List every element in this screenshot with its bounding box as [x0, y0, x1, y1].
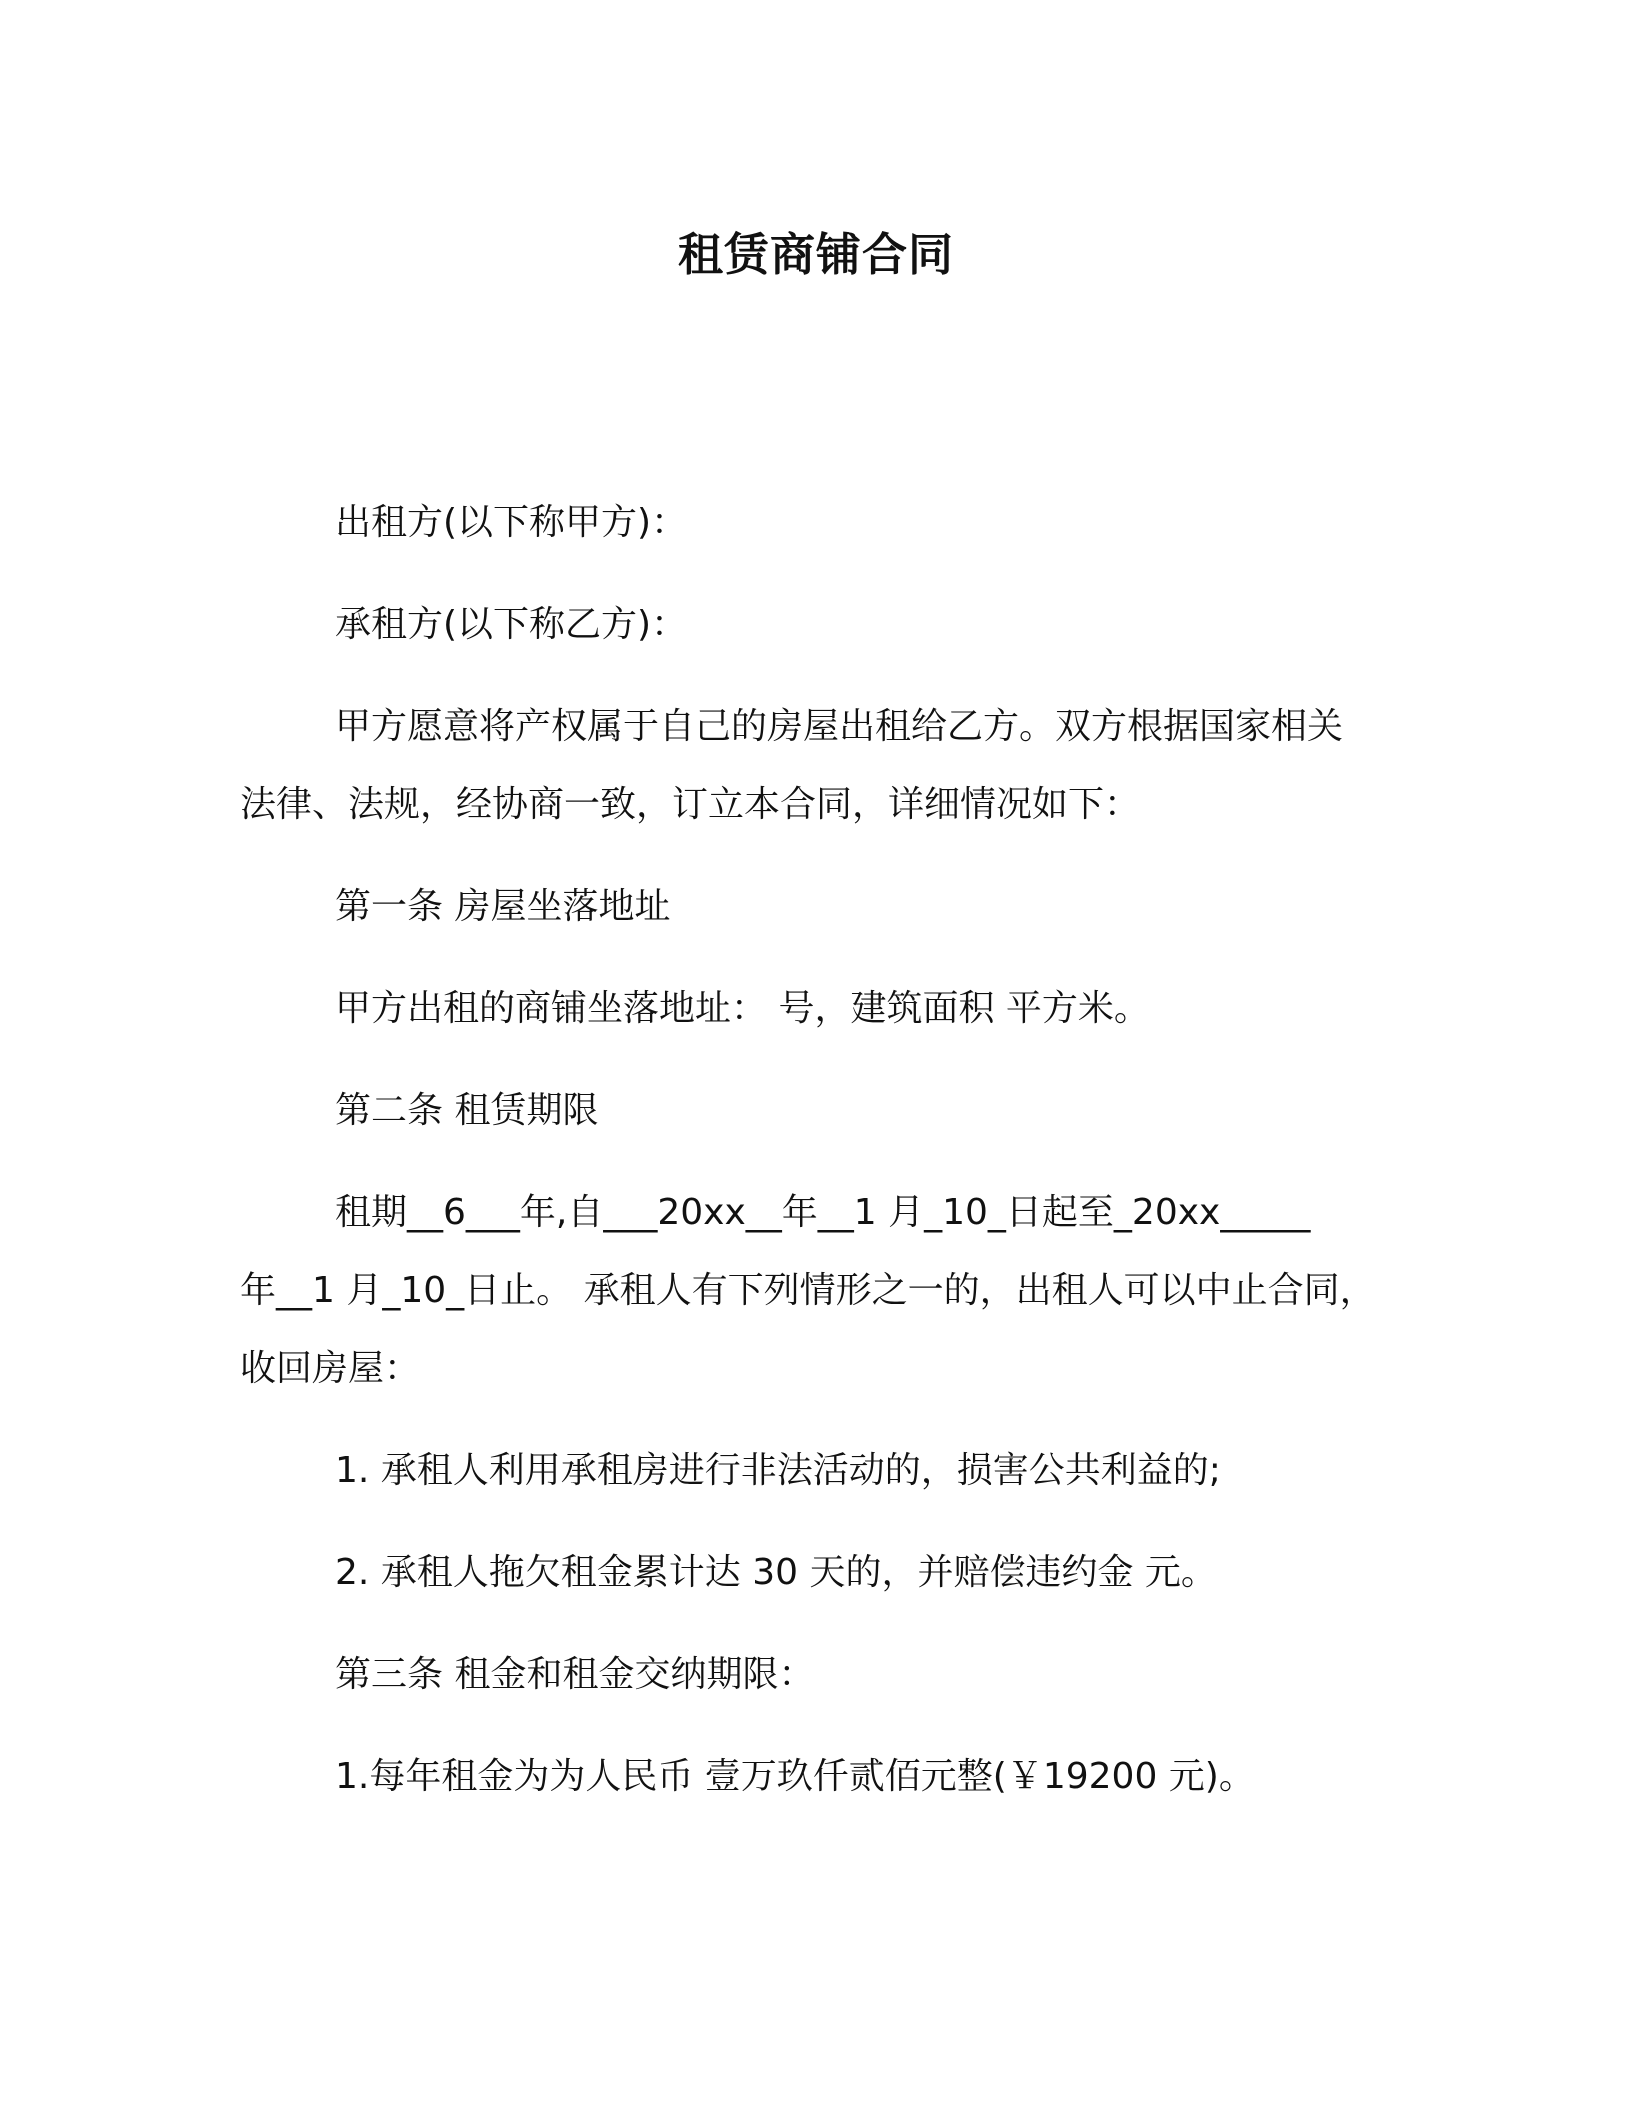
clause-2: 2. 承租人拖欠租金累计达 30 天的，并赔偿违约金 元。: [335, 1552, 1217, 1593]
article1-heading: 第一条 房屋坐落地址: [335, 886, 671, 927]
term-line-3: 收回房屋：: [240, 1348, 421, 1389]
rent-clause: 1.每年租金为为人民币 壹万玖仟贰佰元整(￥19200 元)。: [335, 1756, 1255, 1797]
term-line-2: 年__1 月_10_日止。 承租人有下列情形之一的，出租人可以中止合同，: [240, 1270, 1376, 1311]
article3-heading: 第三条 租金和租金交纳期限：: [335, 1654, 815, 1695]
term-line-1: 租期__6___年,自___20xx__年__1 月_10_日起至_20xx_____: [335, 1192, 1311, 1233]
lessor-line: 出租方(以下称甲方)：: [335, 502, 688, 543]
article1-text: 甲方出租的商铺坐落地址： 号，建筑面积 平方米。: [335, 988, 1150, 1029]
intro-line-2: 法律、法规，经协商一致，订立本合同，详细情况如下：: [240, 784, 1141, 825]
lessee-line: 承租方(以下称乙方)：: [335, 604, 688, 645]
article2-heading: 第二条 租赁期限: [335, 1090, 599, 1131]
intro-line-1: 甲方愿意将产权属于自己的房屋出租给乙方。双方根据国家相关: [335, 706, 1344, 747]
clause-1: 1. 承租人利用承租房进行非法活动的，损害公共利益的;: [335, 1450, 1221, 1491]
document-title: 租赁商铺合同: [677, 228, 954, 281]
